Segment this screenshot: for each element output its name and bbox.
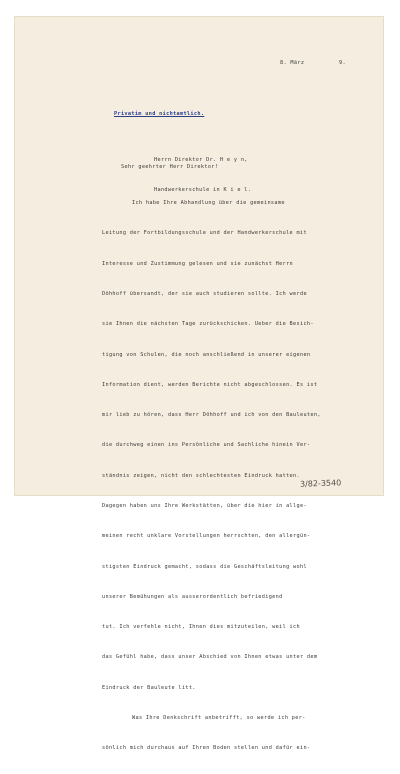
- body-line: unserer Bemühungen als ausserordentlich befriedigend: [102, 593, 283, 600]
- body-line: das Gefühl habe, dass unser Abschied von Ihnen etwas unter dem: [102, 654, 318, 661]
- letter-date: 8. März 9.: [280, 60, 346, 66]
- recipient-line: Herrn Direktor Dr. H e y n,: [154, 157, 248, 163]
- body-line: mir lieb zu hören, dass Herr Döhhoff und ich von den Bauleuten,: [102, 412, 321, 419]
- archive-mark: 3/82-3540: [299, 478, 342, 489]
- body-line: tut. Ich verfehle nicht, Ihnen dies mitzuteilen, weil ich: [102, 624, 300, 631]
- letter-sheet: [14, 16, 384, 752]
- body-line: ständnis zeigen, nicht den schlechtesten Eindruck hatten.: [102, 472, 300, 479]
- body-line: tigung von Schulen, die noch anschließend in unserer eigenen: [102, 351, 311, 358]
- body-line: sie Ihnen die nächsten Tage zurückschicken. Ueber die Besich-: [102, 321, 314, 328]
- body-line: die durchweg einen ins Persönliche und Sachliche hinein Ver-: [102, 442, 311, 449]
- body-line: meinen recht unklare Vorstellungen herrschten, den allergün-: [102, 533, 311, 540]
- body-line: Information dient, werden Berichte nicht abgeschlossen. Es ist: [102, 381, 318, 388]
- body-line: stigsten Eindruck gemacht, sodass die Geschäftsleitung wohl: [102, 563, 307, 570]
- body-line: Dagegen haben uns Ihre Werkstätten, über die hier in allge-: [102, 503, 307, 509]
- letter-heading: Privatim und nichtamtlich.: [114, 111, 205, 117]
- letter-salutation: Sehr geehrter Herr Direktor!: [121, 164, 219, 170]
- body-line: Eindruck der Bauleute litt.: [102, 684, 196, 691]
- letter-body: [102, 178, 321, 774]
- recipient-line: Handwerkerschule in K i e l.: [154, 187, 252, 193]
- body-line: Ich habe Ihre Abhandlung über die gemeinsame: [132, 200, 285, 207]
- body-line: Interesse und Zustimmung gelesen und sie zunächst Herrn: [102, 260, 294, 267]
- body-line: Was Ihre Denkschrift anbetrifft, so werde ich per-: [132, 714, 306, 721]
- body-line: Döhhoff übersandt, der sie auch studieren sollte. Ich werde: [102, 291, 307, 298]
- body-line: sönlich mich durchaus auf Ihren Boden stellen und dafür ein-: [102, 745, 311, 752]
- body-line: Leitung der Fortbildungsschule und der Handwerkerschule mit: [102, 230, 307, 237]
